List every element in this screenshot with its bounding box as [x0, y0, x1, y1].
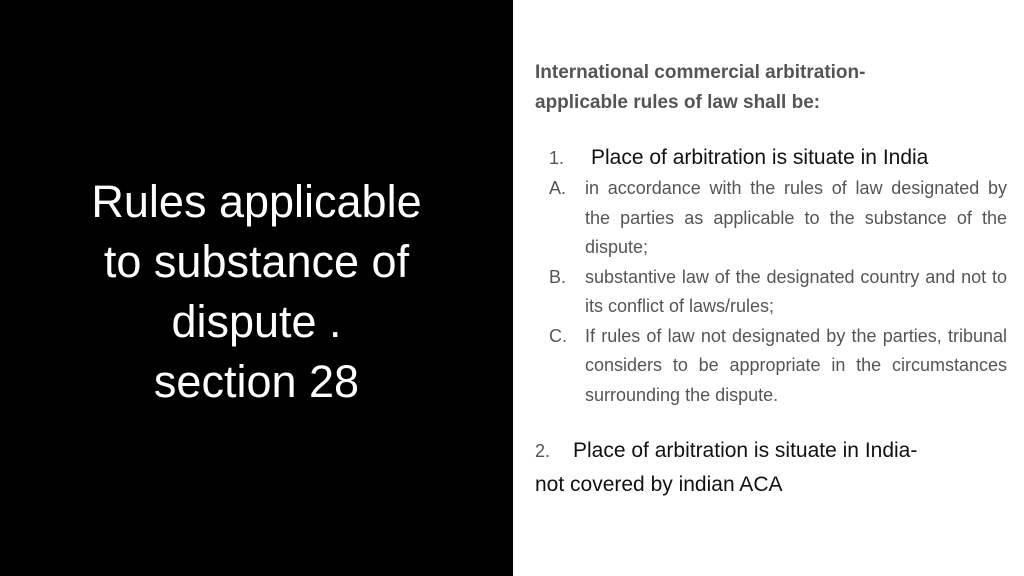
point-2-line	[535, 434, 1005, 468]
heading-line: applicable rules of law shall be:	[535, 92, 821, 113]
slide-title-line: dispute .	[171, 296, 342, 347]
list-item-text: If rules of law not designated by the parties, tribunal considers to be appropriate in the circumstances surrounding the dispute.	[585, 325, 1007, 405]
slide-title	[0, 172, 513, 412]
point-2-text: Place of arbitration is situate in India-	[573, 439, 918, 462]
list-item-text: in accordance with the rules of law designated by the parties as applicable to the substance of the dispute;	[585, 178, 1007, 257]
list-item	[549, 263, 1007, 322]
list-item	[549, 174, 1007, 263]
list-item-letter: C.	[549, 325, 567, 346]
point-2	[535, 434, 1005, 501]
point-1-text: Place of arbitration is situate in India	[591, 146, 929, 169]
slide-title-line: Rules applicable	[91, 176, 422, 227]
list-item-letter: A.	[549, 178, 567, 198]
point-1	[549, 145, 1007, 171]
point-2-number: 2.	[535, 441, 551, 461]
point-2-line: not covered by indian ACA	[535, 473, 783, 496]
list-item-letter: B.	[549, 266, 567, 287]
slide-title-line: section 28	[153, 356, 360, 407]
list-item	[549, 322, 1007, 411]
heading-line: International commercial arbitration-	[535, 62, 866, 83]
point-1-sublist	[549, 174, 1007, 410]
point-1-number: 1.	[549, 148, 565, 168]
content-heading	[535, 58, 1005, 118]
slide-title-line: to substance of	[103, 236, 410, 287]
list-item-text: substantive law of the designated country and not to its conflict of laws/rules;	[585, 266, 1007, 316]
content-panel	[513, 0, 1024, 576]
